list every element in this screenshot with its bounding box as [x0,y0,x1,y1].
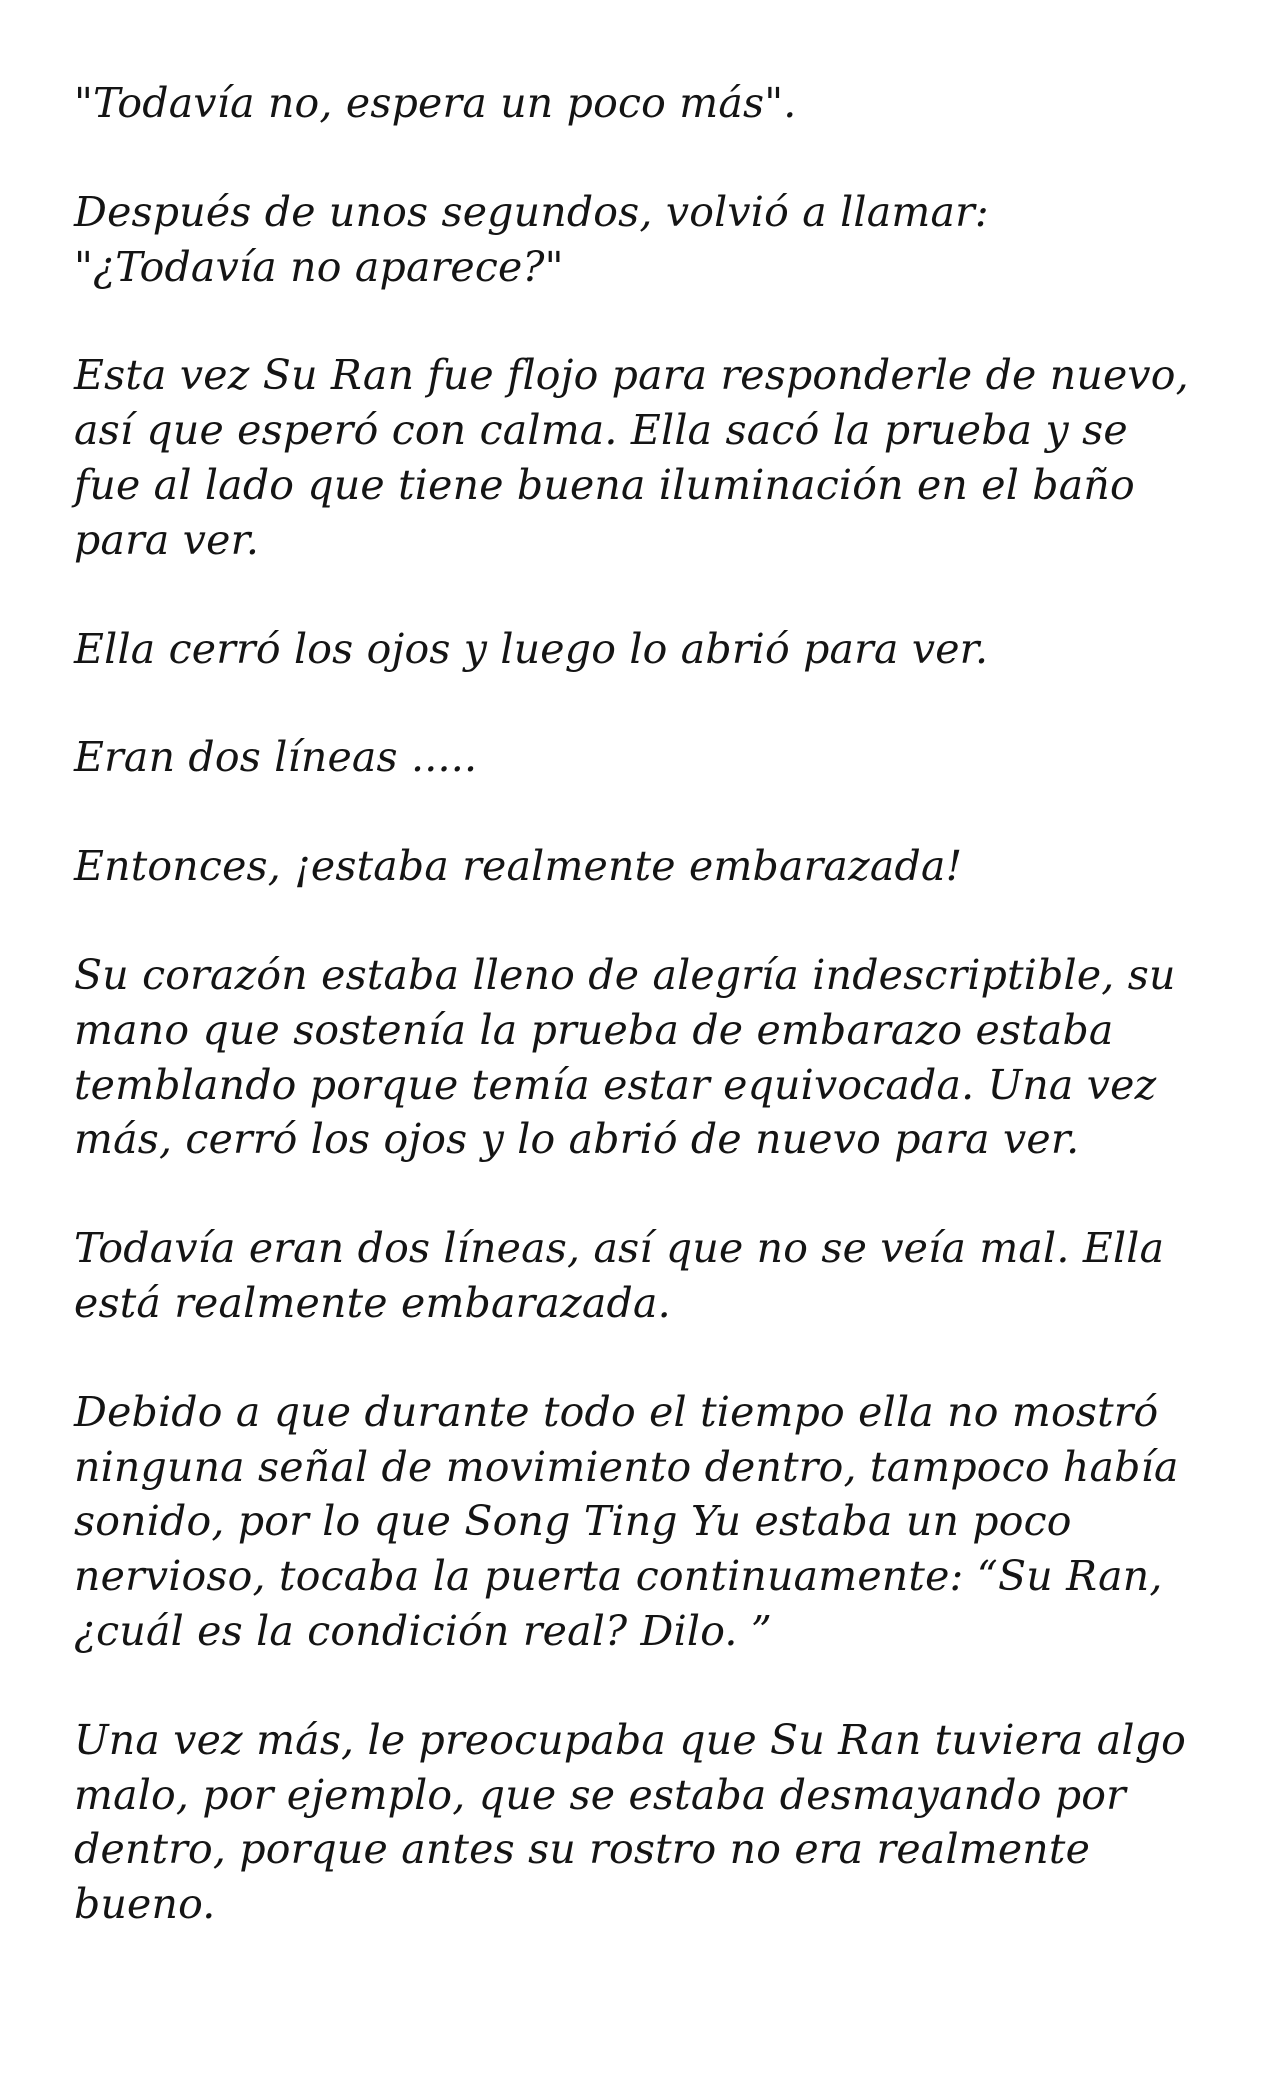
paragraph [74,348,1235,567]
text-line: dentro, porque antes su rostro no era realmente [74,1825,1091,1874]
text-line: Esta vez Su Ran fue flojo para responderle de nuevo, [74,351,1189,400]
text-line: más, cerró los ojos y lo abrió de nuevo para ver. [74,1115,1080,1164]
text-line: Después de unos segundos, volvió a llamar: [74,187,989,236]
text-line: fue al lado que tiene buena iluminación en el baño [74,460,1135,509]
paragraph [74,76,1235,131]
paragraph [74,839,1235,894]
text-line: bueno. [74,1880,216,1929]
text-line: Entonces, ¡estaba realmente embarazada! [74,842,963,891]
paragraph [74,730,1235,785]
paragraph [74,1221,1235,1331]
text-line: para ver. [74,515,260,564]
text-line: Debido a que durante todo el tiempo ella no mostró [74,1387,1159,1436]
text-line: Una vez más, le preocupaba que Su Ran tuviera algo [74,1715,1187,1764]
text-line: "¿Todavía no aparece?" [74,242,564,291]
text-line: Ella cerró los ojos y luego lo abrió para ver. [74,624,989,673]
text-line: está realmente embarazada. [74,1278,671,1327]
text-line: temblando porque temía estar equivocada. Una vez [74,1060,1157,1109]
text-line: Todavía eran dos líneas, así que no se veía mal. Ella [74,1224,1165,1273]
text-line: "Todavía no, espera un poco más". [74,79,797,127]
text-line: ninguna señal de movimiento dentro, tampoco había [74,1442,1179,1491]
text-line: nervioso, tocaba la puerta continuamente: “Su Ran, [74,1552,1163,1601]
text-line: así que esperó con calma. Ella sacó la prueba y se [74,406,1128,455]
text-line: ¿cuál es la condición real? Dilo. ” [74,1606,772,1655]
paragraph [74,1385,1235,1659]
text-line: malo, por ejemplo, que se estaba desmayando por [74,1770,1126,1819]
text-line: Eran dos líneas ..... [74,733,478,782]
paragraph [74,185,1235,295]
paragraph [74,622,1235,677]
text-line: Su corazón estaba lleno de alegría indescriptible, su [74,950,1176,999]
paragraph [74,948,1235,1167]
text-line: mano que sostenía la prueba de embarazo estaba [74,1005,1114,1054]
paragraph [74,1713,1235,1932]
text-line: sonido, por lo que Song Ting Yu estaba un poco [74,1497,1072,1546]
